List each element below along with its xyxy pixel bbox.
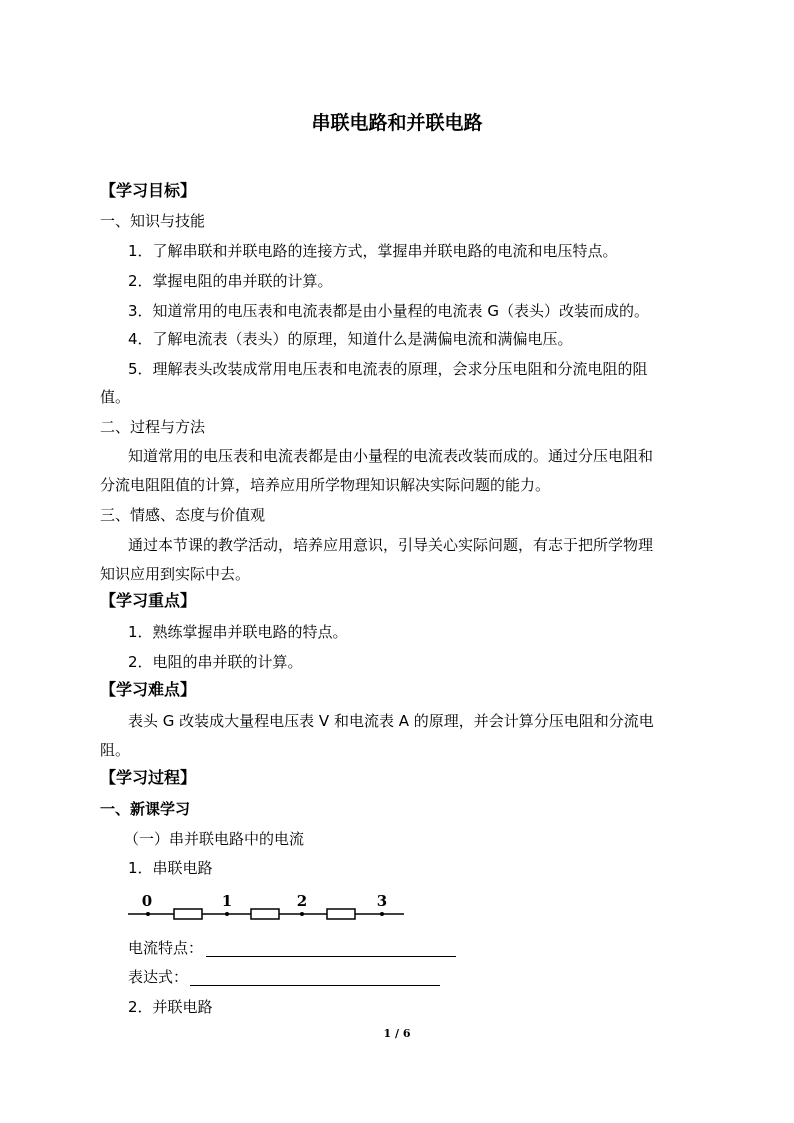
goal-item-5: 5．理解表头改装成常用电压表和电流表的原理，会求分压电阻和分流电阻的阻: [128, 360, 648, 378]
resistor-2: [251, 909, 279, 919]
resistor-1: [174, 909, 202, 919]
current-feature-blank[interactable]: [206, 956, 456, 957]
emotion-line-2: 知识应用到实际中去。: [100, 565, 251, 583]
expression-label: 表达式：: [128, 968, 189, 986]
difficulty-line-1: 表头 G 改装成大量程电压表 V 和电流表 A 的原理，并会计算分压电阻和分流电: [128, 712, 654, 730]
subsection-current: （一）串并联电路中的电流: [124, 830, 305, 848]
node-label-3: 3: [376, 892, 388, 910]
section-heading-goals: 【学习目标】: [100, 181, 197, 200]
node-3: [380, 912, 384, 916]
node-label-1: 1: [221, 892, 233, 910]
node-1: [225, 912, 229, 916]
section-heading-learning-process: 【学习过程】: [100, 768, 197, 787]
difficulty-line-2: 阻。: [100, 741, 131, 759]
subheading-knowledge: 一、知识与技能: [100, 212, 206, 230]
subheading-emotion: 三、情感、态度与价值观: [100, 506, 266, 524]
series-circuit-diagram: [120, 888, 420, 928]
node-label-0: 0: [141, 892, 153, 910]
goal-item-2: 2．掌握电阻的串并联的计算。: [128, 272, 333, 290]
current-feature-label: 电流特点：: [128, 939, 204, 957]
node-2: [300, 912, 304, 916]
subheading-process: 二、过程与方法: [100, 418, 206, 436]
process-line-1: 知道常用的电压表和电流表都是由小量程的电流表改装而成的。通过分压电阻和: [128, 447, 654, 465]
page-number: 1 / 6: [383, 1027, 411, 1040]
goal-item-1: 1．了解串联和并联电路的连接方式，掌握串并联电路的电流和电压特点。: [128, 242, 618, 260]
node-0: [146, 912, 150, 916]
resistor-3: [327, 909, 355, 919]
parallel-circuit-label: 2．并联电路: [128, 998, 213, 1016]
key-point-1: 1．熟练掌握串并联电路的特点。: [128, 623, 348, 641]
section-heading-key-points: 【学习重点】: [100, 591, 197, 610]
part-heading-new-lesson: 一、新课学习: [100, 800, 191, 818]
goal-item-3: 3．知道常用的电压表和电流表都是由小量程的电流表 G（表头）改装而成的。: [128, 302, 649, 320]
process-line-2: 分流电阻阻值的计算，培养应用所学物理知识解决实际问题的能力。: [100, 476, 551, 494]
series-circuit-label: 1．串联电路: [128, 859, 213, 877]
key-point-2: 2．电阻的串并联的计算。: [128, 653, 303, 671]
page-title: 串联电路和并联电路: [311, 112, 483, 134]
section-heading-difficulties: 【学习难点】: [100, 680, 197, 699]
expression-blank[interactable]: [190, 985, 440, 986]
goal-item-4: 4．了解电流表（表头）的原理，知道什么是满偏电流和满偏电压。: [128, 330, 573, 348]
node-label-2: 2: [296, 892, 308, 910]
emotion-line-1: 通过本节课的教学活动，培养应用意识，引导关心实际问题，有志于把所学物理: [128, 536, 654, 554]
goal-item-5-cont: 值。: [100, 388, 131, 406]
